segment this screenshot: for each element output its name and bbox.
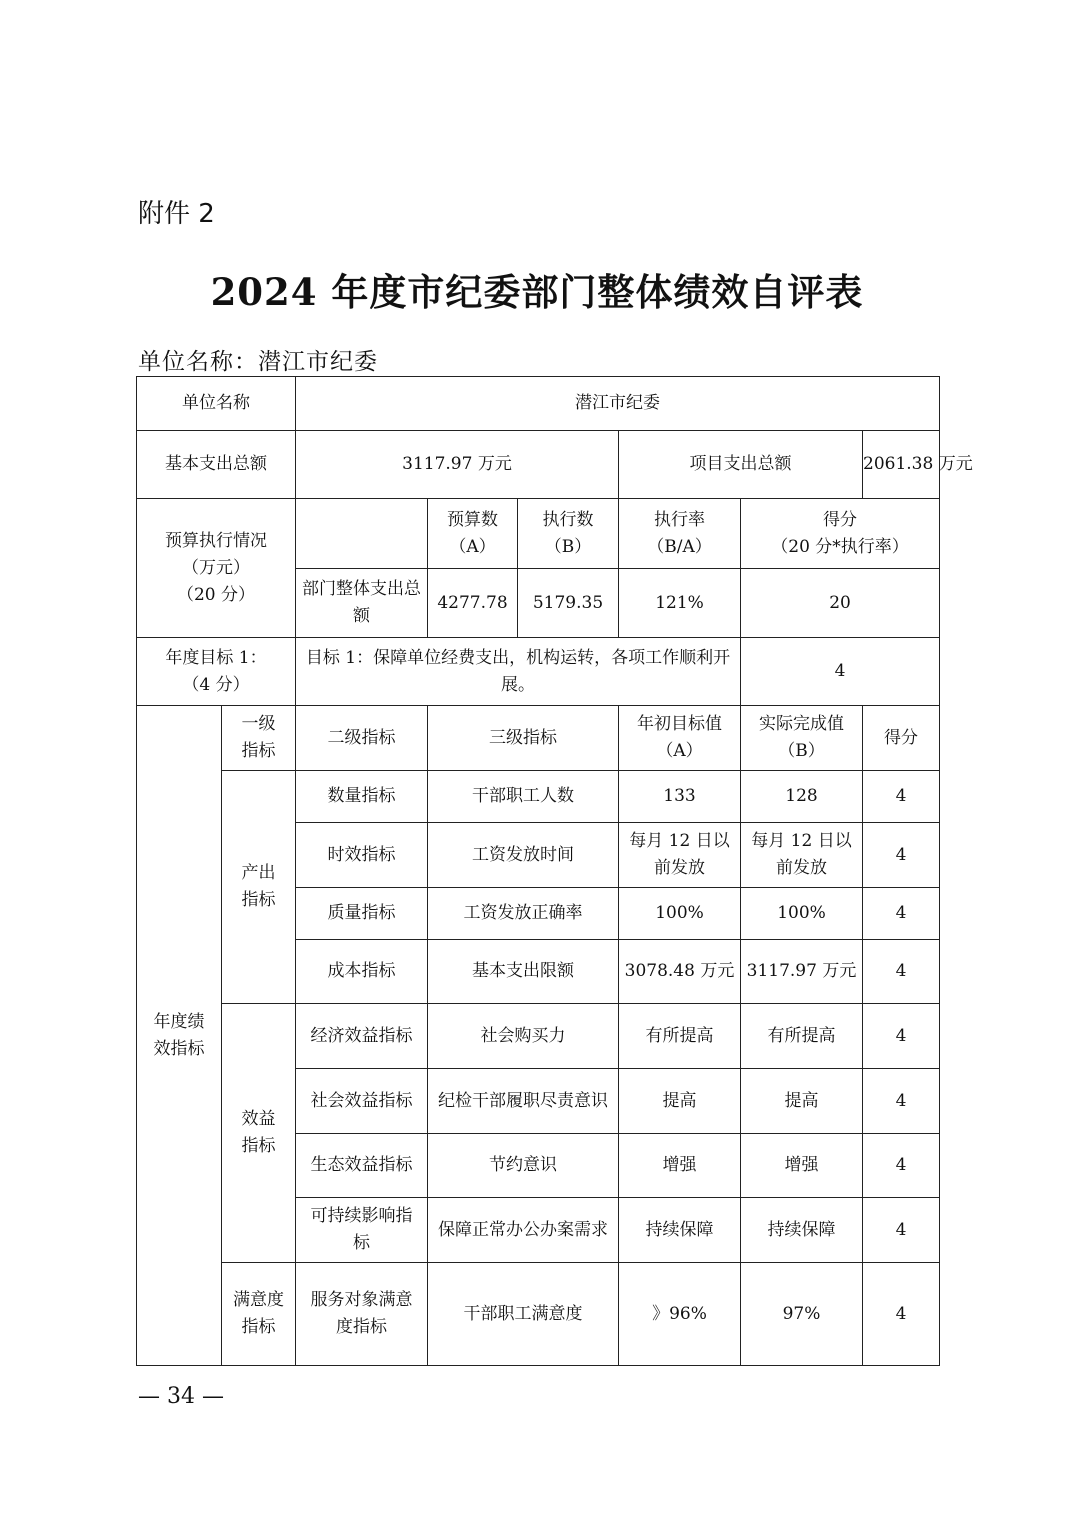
actual-cell: 有所提高 — [741, 1004, 863, 1069]
rate-value: 121% — [619, 569, 741, 638]
level2-cell: 社会效益指标 — [296, 1069, 428, 1134]
score-col-header: 得分 （20 分*执行率） — [741, 499, 940, 569]
basic-expense-value: 3117.97 万元 — [296, 431, 619, 499]
performance-table — [136, 376, 973, 1366]
level2-cell: 生态效益指标 — [296, 1134, 428, 1198]
unit-label: 单位名称 — [137, 377, 296, 431]
target-header: 年初目标值 （A） — [619, 706, 741, 771]
actual-cell: 97% — [741, 1263, 863, 1366]
actual-cell: 持续保障 — [741, 1198, 863, 1263]
unit-row — [137, 377, 940, 431]
level1-header: 一级指标 — [222, 706, 296, 771]
score-cell: 4 — [863, 1198, 940, 1263]
goal-row — [137, 638, 940, 706]
level3-cell: 基本支出限额 — [428, 940, 619, 1004]
level3-cell: 干部职工满意度 — [428, 1263, 619, 1366]
level2-cell: 质量指标 — [296, 888, 428, 940]
score-header: 得分 — [863, 706, 940, 771]
indicator-header-row — [137, 706, 940, 771]
score-cell: 4 — [863, 888, 940, 940]
actual-cell: 提高 — [741, 1069, 863, 1134]
level2-header: 二级指标 — [296, 706, 428, 771]
budget-col-header: 预算数 （A） 执行数 （B） — [428, 499, 619, 569]
level3-cell: 工资发放时间 — [428, 823, 619, 888]
budget-values: 4277.78 5179.35 — [428, 569, 619, 638]
level2-cell: 可持续影响指标 — [296, 1198, 428, 1263]
score-cell: 4 — [863, 1263, 940, 1366]
budget-score-value: 20 — [741, 569, 940, 638]
budget-label: 预算执行情况 （万元） （20 分） — [137, 499, 296, 638]
level3-header: 三级指标 — [428, 706, 619, 771]
actual-cell: 128 — [741, 771, 863, 823]
budget-corner-cell — [296, 499, 428, 569]
target-cell: 100% — [619, 888, 741, 940]
group-label: 产出指标 — [222, 771, 296, 1004]
goal-score: 4 — [741, 638, 940, 706]
basic-expense-label: 基本支出总额 — [137, 431, 296, 499]
level3-cell: 干部职工人数 — [428, 771, 619, 823]
actual-cell: 100% — [741, 888, 863, 940]
level2-cell: 服务对象满意度指标 — [296, 1263, 428, 1366]
project-expense-label: 项目支出总额 — [619, 431, 863, 499]
score-cell: 4 — [863, 940, 940, 1004]
score-cell: 4 — [863, 771, 940, 823]
actual-header: 实际完成值 （B） — [741, 706, 863, 771]
unit-value: 潜江市纪委 — [296, 377, 940, 431]
table-row — [137, 1263, 940, 1366]
target-cell: 3078.48 万元 — [619, 940, 741, 1004]
target-cell: 有所提高 — [619, 1004, 741, 1069]
rate-col-header: 执行率 （B/A） — [619, 499, 741, 569]
level2-cell: 数量指标 — [296, 771, 428, 823]
target-cell: 提高 — [619, 1069, 741, 1134]
actual-cell: 每月 12 日以前发放 — [741, 823, 863, 888]
target-cell: 持续保障 — [619, 1198, 741, 1263]
budget-header-row — [137, 499, 940, 569]
table-row — [137, 1004, 940, 1069]
page-title: 2024 年度市纪委部门整体绩效自评表 — [210, 270, 864, 314]
target-cell: 》96% — [619, 1263, 741, 1366]
score-cell: 4 — [863, 1069, 940, 1134]
level3-cell: 工资发放正确率 — [428, 888, 619, 940]
target-cell: 每月 12 日以前发放 — [619, 823, 741, 888]
group-label: 满意度指标 — [222, 1263, 296, 1366]
goal-text: 目标 1：保障单位经费支出，机构运转，各项工作顺利开展。 — [296, 638, 741, 706]
level3-cell: 节约意识 — [428, 1134, 619, 1198]
level2-cell: 成本指标 — [296, 940, 428, 1004]
level2-cell: 时效指标 — [296, 823, 428, 888]
level3-cell: 纪检干部履职尽责意识 — [428, 1069, 619, 1134]
target-cell: 增强 — [619, 1134, 741, 1198]
target-cell: 133 — [619, 771, 741, 823]
attachment-label: 附件 2 — [138, 199, 215, 229]
actual-cell: 3117.97 万元 — [741, 940, 863, 1004]
level2-cell: 经济效益指标 — [296, 1004, 428, 1069]
score-cell: 4 — [863, 1004, 940, 1069]
budget-row-label: 部门整体支出总额 — [296, 569, 428, 638]
unit-name-line: 单位名称：潜江市纪委 — [138, 349, 378, 375]
actual-cell: 增强 — [741, 1134, 863, 1198]
level3-cell: 保障正常办公办案需求 — [428, 1198, 619, 1263]
project-expense-value: 2061.38 万元 — [863, 431, 940, 499]
level3-cell: 社会购买力 — [428, 1004, 619, 1069]
score-cell: 4 — [863, 823, 940, 888]
group-label: 效益指标 — [222, 1004, 296, 1263]
expense-row — [137, 431, 940, 499]
table-row — [137, 771, 940, 823]
indicator-section-label: 年度绩效指标 — [137, 706, 222, 1366]
page-number: — 34 — — [138, 1384, 224, 1409]
goal-label: 年度目标 1： （4 分） — [137, 638, 296, 706]
score-cell: 4 — [863, 1134, 940, 1198]
